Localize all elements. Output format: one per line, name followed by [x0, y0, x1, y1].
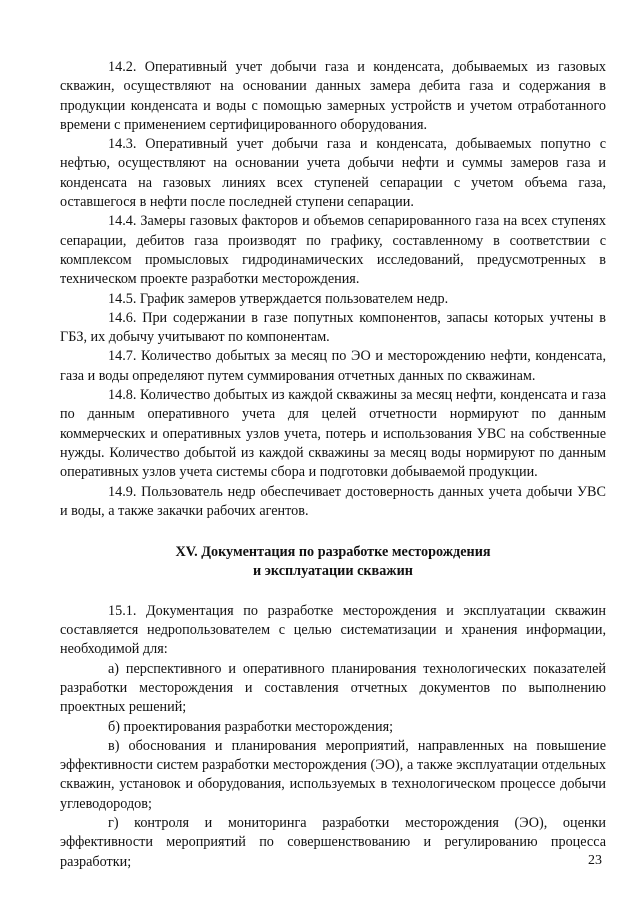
section-heading-line-2: и эксплуатации скважин	[253, 563, 413, 580]
document-page	[60, 58, 606, 872]
paragraph-14-9: 14.9. Пользователь недр обеспечивает достоверность данных учета добычи УВС и воды, а также закачки рабочих агентов.	[60, 483, 606, 519]
section-heading-line-1: XV. Документация по разработке месторождения	[175, 544, 491, 561]
list-item-g: г) контроля и мониторинга разработки месторождения (ЭО), оценки эффективности мероприятий по совершенствованию и регулированию процесса разработки;	[60, 814, 606, 870]
paragraph-14-3: 14.3. Оперативный учет добычи газа и конденсата, добываемых попутно с нефтью, осуществляют на основании учета добычи нефти и суммы замеров газа и конденсата на газовых линиях всех ступеней сепарации с учетом объема газа, оставшегося в нефти после последней ступени сепарации.	[60, 136, 606, 211]
paragraph-14-2: 14.2. Оперативный учет добычи газа и конденсата, добываемых из газовых скважин, осуществляют на основании данных замера дебита газа и содержания в продукции конденсата и воды с помощью замерных устройств и учетом отработанного времени с применением сертифицированного оборудования.	[60, 59, 606, 133]
list-item-v: в) обоснования и планирования мероприятий, направленных на повышение эффективности систем разработки месторождения (ЭО), а также эксплуатации отдельных скважин, установок и оборудования, используемых в технологическом процессе добычи углеводородов;	[60, 737, 606, 812]
paragraph-14-4: 14.4. Замеры газовых факторов и объемов сепарированного газа на всех ступенях сепарации, дебитов газа производят по графику, составленному в соответствии с комплексом промысловых гидродинамических исследований, предусмотренных в техническом проекте разработки месторождения.	[60, 213, 606, 288]
paragraph-15-1: 15.1. Документация по разработке месторождения и эксплуатации скважин составляется недропользователем с целью систематизации и хранения информации, необходимой для:	[60, 602, 606, 658]
list-item-b: б) проектирования разработки месторождения;	[108, 718, 394, 735]
page-number: 23	[588, 853, 602, 868]
list-item-a: а) перспективного и оперативного планирования технологических показателей разработки месторождения и составления отчетных документов по выполнению проектных решений;	[60, 660, 606, 716]
paragraph-14-7: 14.7. Количество добытых за месяц по ЭО и месторождению нефти, конденсата, газа и воды определяют путем суммирования отчетных данных по скважинам.	[60, 348, 606, 384]
paragraph-14-5: 14.5. График замеров утверждается пользователем недр.	[108, 290, 449, 307]
section-heading	[60, 543, 606, 582]
paragraph-14-8: 14.8. Количество добытых из каждой скважины за месяц нефти, конденсата и газа по данным оперативного учета для целей отчетности нормируют по данным коммерческих и оперативных узлов учета, потерь и использования УВС на собственные нужды. Количество добытой из каждой скважины за месяц воды нормируют по данным оперативных узлов учета системы сбора и подготовки добываемой продукции.	[60, 387, 606, 481]
paragraph-14-6: 14.6. При содержании в газе попутных компонентов, запасы которых учтены в ГБЗ, их добычу учитывают по компонентам.	[60, 309, 606, 346]
